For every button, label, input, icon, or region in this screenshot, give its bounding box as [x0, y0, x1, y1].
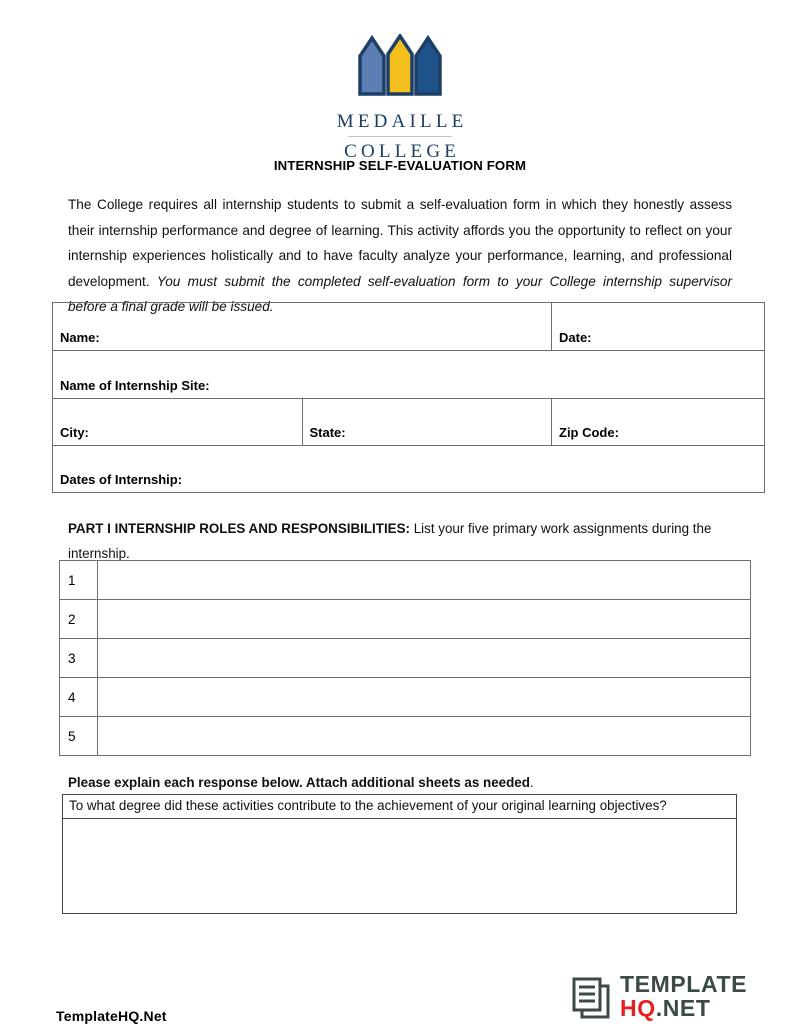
field-dates-of-internship[interactable]: [53, 446, 765, 493]
page-title: INTERNSHIP SELF-EVALUATION FORM: [273, 158, 527, 173]
role-row-number: 2: [60, 600, 98, 639]
explain-instructions-bold: Please explain each response below. Attach additional sheets as needed: [68, 775, 530, 790]
role-row-number: 1: [60, 561, 98, 600]
explain-instructions: [68, 775, 732, 790]
footer-site-name: TemplateHQ.Net: [56, 1008, 167, 1024]
field-dates-label: Dates of Internship:: [60, 472, 183, 487]
field-zip-code[interactable]: [552, 399, 765, 446]
table-row: [60, 639, 751, 678]
field-name-label: Name:: [60, 330, 100, 345]
field-city-label: City:: [60, 425, 89, 440]
college-wordmark: [0, 110, 800, 165]
part-one-heading-rest: List your five primary work assignments during the internship.: [68, 521, 712, 561]
templatehq-word-net: .NET: [655, 995, 711, 1021]
field-internship-site-label: Name of Internship Site:: [60, 378, 210, 393]
explain-instructions-tail: .: [529, 775, 534, 790]
field-state[interactable]: [302, 399, 552, 446]
table-row: [60, 561, 751, 600]
role-row-number: 4: [60, 678, 98, 717]
role-row-input-3[interactable]: [98, 639, 751, 678]
role-row-number: 5: [60, 717, 98, 756]
field-zip-code-label: Zip Code:: [559, 425, 619, 440]
table-row: [60, 600, 751, 639]
field-internship-site[interactable]: [53, 351, 765, 399]
field-city[interactable]: [53, 399, 303, 446]
applicant-info-table: [52, 302, 765, 493]
part-one-heading-bold: PART I INTERNSHIP ROLES AND RESPONSIBILITIES:: [68, 521, 410, 536]
field-name[interactable]: [53, 303, 552, 351]
templatehq-word-hq: HQ: [620, 995, 656, 1021]
intro-plain-text: The College requires all internship students to submit a self-evaluation form in which they honestly assess their internship performance and degree of learning. This activity affords you the opportunity to reflect on your internship experiences holistically and to have faculty analyze your performance, learning, and professional development.: [68, 197, 732, 289]
table-row: [53, 399, 765, 446]
field-state-label: State:: [309, 425, 346, 440]
response-box: [62, 794, 737, 914]
templatehq-word-hqnet: [620, 996, 747, 1020]
intro-paragraph: [68, 192, 732, 320]
role-row-input-1[interactable]: [98, 561, 751, 600]
role-row-input-2[interactable]: [98, 600, 751, 639]
table-row: [60, 678, 751, 717]
role-row-input-5[interactable]: [98, 717, 751, 756]
table-row: [60, 717, 751, 756]
document-pages-icon: [570, 976, 616, 1020]
table-row: [53, 446, 765, 493]
roles-responsibilities-table: [59, 560, 751, 756]
wordmark-line-medaille: MEDAILLE: [336, 111, 468, 132]
templatehq-wordmark: [620, 972, 747, 1020]
college-logo-block: [0, 34, 800, 165]
response-question: To what degree did these activities contribute to the achievement of your original learning objectives?: [63, 795, 736, 819]
templatehq-word-template: TEMPLATE: [620, 971, 748, 997]
table-row: [53, 351, 765, 399]
table-row: [53, 303, 765, 351]
wordmark-line-college: COLLEGE: [344, 141, 461, 163]
part-one-heading: [68, 516, 732, 566]
response-answer-area[interactable]: [63, 819, 736, 915]
field-date-label: Date:: [559, 330, 592, 345]
field-date[interactable]: [552, 303, 765, 351]
medaille-three-peaks-logo: [358, 34, 442, 96]
intro-italic-text: You must submit the completed self-evaluation form to your College internship supervisor before a final grade will be issued.: [68, 273, 732, 314]
role-row-input-4[interactable]: [98, 678, 751, 717]
wordmark-divider: [348, 136, 452, 137]
role-row-number: 3: [60, 639, 98, 678]
templatehq-logo: [570, 972, 770, 1024]
